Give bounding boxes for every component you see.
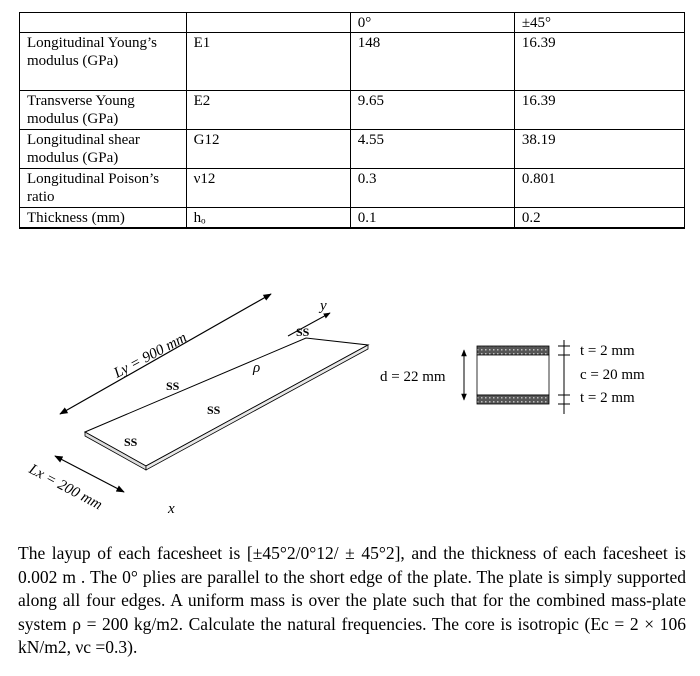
property-name: Thickness (mm) <box>20 208 187 229</box>
ly-label: Ly = 900 mm <box>111 329 190 382</box>
ss-label-front: SS <box>124 435 138 449</box>
value-0deg: 9.65 <box>350 91 514 130</box>
header-cell-45deg: ±45° <box>514 13 684 33</box>
header-cell <box>20 13 187 33</box>
property-name: Longitudinal Poison’s ratio <box>20 169 187 208</box>
value-45deg: 0.801 <box>514 169 684 208</box>
density-symbol: ρ <box>253 360 261 376</box>
property-name: Longitudinal shear modulus (GPa) <box>20 130 187 169</box>
bottom-facesheet <box>477 395 549 404</box>
table-row <box>20 169 685 208</box>
core <box>477 355 549 395</box>
table-row <box>20 208 685 229</box>
table-row <box>20 91 685 130</box>
value-0deg: 0.3 <box>350 169 514 208</box>
top-facesheet <box>477 346 549 355</box>
header-cell-0deg: 0° <box>350 13 514 33</box>
property-symbol: E1 <box>186 33 350 91</box>
sandwich-plate-figure <box>0 270 700 530</box>
y-axis-label: y <box>320 298 327 314</box>
material-properties-table <box>19 12 685 229</box>
value-0deg: 0.1 <box>350 208 514 229</box>
value-45deg: 16.39 <box>514 91 684 130</box>
value-0deg: 4.55 <box>350 130 514 169</box>
x-axis-label: x <box>168 501 175 517</box>
property-symbol: G12 <box>186 130 350 169</box>
value-45deg: 0.2 <box>514 208 684 229</box>
header-cell <box>186 13 350 33</box>
property-symbol: E2 <box>186 91 350 130</box>
table-row <box>20 130 685 169</box>
property-symbol: hₒ <box>186 208 350 229</box>
ss-label-center: SS <box>207 403 221 417</box>
cross-section-drawing <box>477 346 549 404</box>
property-name: Longitudinal Young’s modulus (GPa) <box>20 33 187 91</box>
t-bottom-label: t = 2 mm <box>580 390 635 406</box>
table-row <box>20 33 685 91</box>
lx-label: Lx = 200 mm <box>26 461 105 514</box>
c-label: c = 20 mm <box>580 367 645 383</box>
property-name: Transverse Young modulus (GPa) <box>20 91 187 130</box>
value-45deg: 16.39 <box>514 33 684 91</box>
table-header-row <box>20 13 685 33</box>
property-symbol: ν12 <box>186 169 350 208</box>
problem-statement: The layup of each facesheet is [±45°2/0°12/ ± 45°2], and the thickness of each facesheet is 0.002 m . The 0° plies are parallel to the short edge of the plate. The plate is simply supported along all four edges. A uniform mass is over the plate such that for the combined mass-plate system ρ = 200 kg/m2. Calculate the natural frequencies. The core is isotropic (Ec = 2 × 106 kN/m2, νc =0.3). <box>18 543 686 657</box>
ss-label-left: SS <box>166 379 180 393</box>
ss-label-back: SS <box>296 325 310 339</box>
value-45deg: 38.19 <box>514 130 684 169</box>
t-top-label: t = 2 mm <box>580 343 635 359</box>
d-label: d = 22 mm <box>380 369 446 385</box>
value-0deg: 148 <box>350 33 514 91</box>
